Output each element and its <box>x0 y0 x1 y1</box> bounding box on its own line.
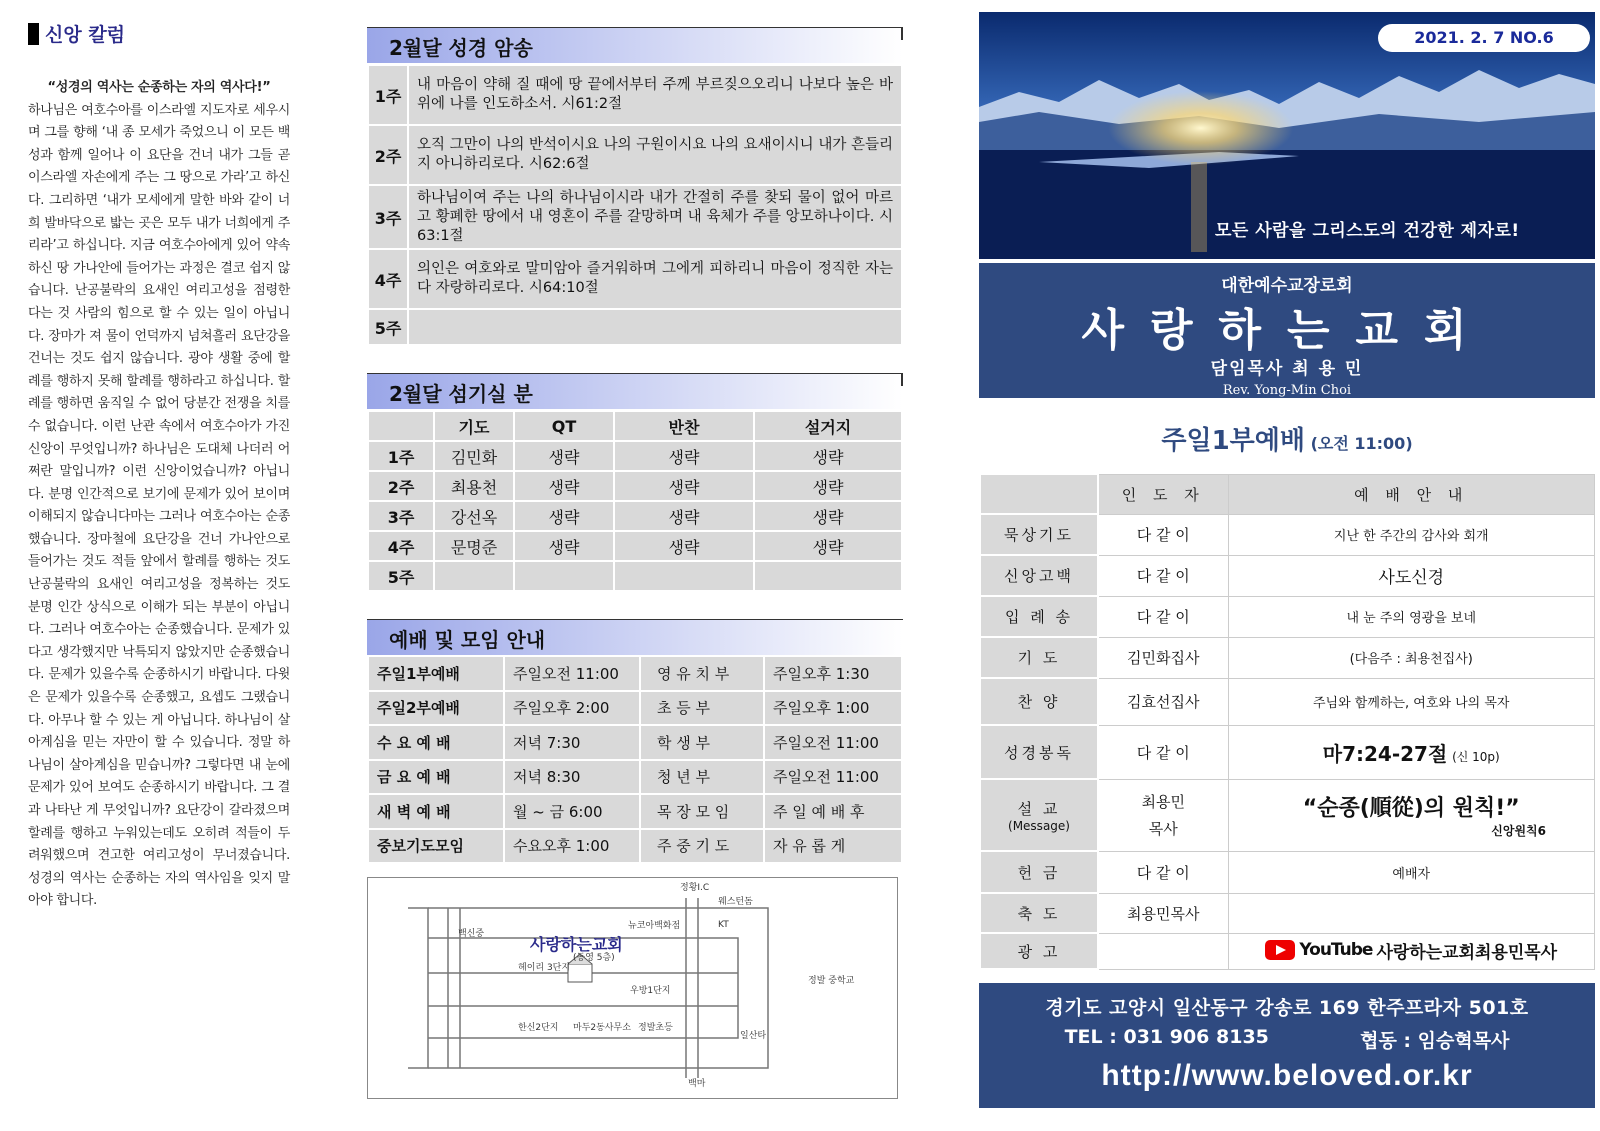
cell: 생략 <box>754 441 902 471</box>
pastor-english-name: Rev. Yong-Min Choi <box>1222 383 1352 398</box>
bullet-mark <box>28 23 39 45</box>
map-label: 백신중 <box>458 929 485 939</box>
church-address: 경기도 고양시 일산동구 강송로 169 한주프라자 501호 <box>1045 997 1529 1019</box>
cell: 생략 <box>754 471 902 501</box>
cell: 3주 <box>368 501 434 531</box>
sermon-label: 설 교 <box>1017 799 1061 818</box>
order-label: 축 도 <box>980 893 1098 933</box>
cell: 주일오후 1:00 <box>764 691 902 726</box>
cell: 김민화 <box>434 441 514 471</box>
worship-title <box>979 420 1595 457</box>
website-url[interactable]: http://www.beloved.or.kr <box>1101 1059 1473 1092</box>
cell: 저녁 7:30 <box>504 725 640 760</box>
order-label: 광 고 <box>980 933 1098 969</box>
worship-time: (오전 11:00) <box>1310 434 1413 453</box>
cell: 생략 <box>514 531 614 561</box>
cell: 저녁 8:30 <box>504 760 640 795</box>
order-label <box>980 779 1098 851</box>
cell: 주 중 기 도 <box>640 829 764 864</box>
cell: 주일2부예배 <box>368 691 504 726</box>
table-row <box>368 531 902 561</box>
cell: 최용천 <box>434 471 514 501</box>
preacher-title: 목사 <box>1148 820 1178 838</box>
map-church-name: 사랑하는교회 <box>530 935 623 954</box>
order-info: (다음주 : 최용천집사) <box>1228 637 1595 678</box>
cell <box>434 561 514 591</box>
verse-text: 내 마음이 약해 질 때에 땅 끝에서부터 주께 부르짖으오리니 나보다 높은 바위에 나를 인도하소서. 시61:2절 <box>408 65 902 125</box>
header-tick <box>901 28 903 40</box>
cell: 학 생 부 <box>640 725 764 760</box>
col-header: QT <box>514 411 614 441</box>
cell: 주 일 예 배 후 <box>764 794 902 829</box>
scripture-page: (신 10p) <box>1452 749 1500 764</box>
cell: 주일오후 1:30 <box>764 656 902 691</box>
column-lead: “성경의 역사는 순종하는 자의 역사다!” <box>47 80 271 95</box>
order-info: 지난 한 주간의 감사와 회개 <box>1228 514 1595 555</box>
cell: 주일오전 11:00 <box>764 760 902 795</box>
cell: 생략 <box>614 501 754 531</box>
map-label: 웨스턴돔 <box>718 897 753 907</box>
map-label: KT <box>718 920 729 930</box>
table-row <box>368 249 902 309</box>
memory-verse-title: 2월달 성경 암송 <box>389 36 533 60</box>
service-title: 2월달 섬기실 분 <box>389 382 533 406</box>
order-label: 신앙고백 <box>980 555 1098 596</box>
order-leader <box>1098 779 1228 851</box>
verse-text: 의인은 여호와로 말미암아 즐거워하며 그에게 피하리니 마음이 정직한 자는 다 자랑하리로다. 시64:10절 <box>408 249 902 309</box>
cell: 수 요 예 배 <box>368 725 504 760</box>
meetings-header <box>367 619 903 655</box>
table-row <box>980 779 1595 851</box>
table-row <box>368 656 902 691</box>
table-row <box>980 933 1595 969</box>
table-row <box>980 725 1595 779</box>
order-label: 성경봉독 <box>980 725 1098 779</box>
cell: 주일오후 2:00 <box>504 691 640 726</box>
sermon-series: 신앙원칙6 <box>1491 824 1546 838</box>
order-leader: 다 같 이 <box>1098 596 1228 637</box>
table-row <box>368 501 902 531</box>
column-body <box>28 77 290 913</box>
order-info <box>1228 725 1595 779</box>
week-label: 4주 <box>368 249 408 309</box>
order-info <box>1228 933 1595 969</box>
cell: 주일오전 11:00 <box>764 725 902 760</box>
table-row <box>368 829 902 864</box>
sermon-title: “순종(順從)의 원칙!” <box>1302 796 1520 821</box>
map-label: 한신2단지 <box>518 1023 559 1033</box>
table-row <box>368 691 902 726</box>
verse-text: 하나님이여 주는 나의 하나님이시라 내가 간절히 주를 찾되 물이 없어 마르고 황폐한 땅에서 내 영혼이 주를 갈망하며 내 육체가 주를 앙모하나이다. 시63:1절 <box>408 185 902 249</box>
order-info <box>1228 893 1595 933</box>
table-row <box>368 760 902 795</box>
youtube-channel-name: 사랑하는교회최용민목사 <box>1376 942 1558 963</box>
cell: 1주 <box>368 441 434 471</box>
cell: 생략 <box>614 441 754 471</box>
faith-column <box>28 20 290 913</box>
cell: 생략 <box>614 531 754 561</box>
cell: 수요오후 1:00 <box>504 829 640 864</box>
location-map <box>367 877 898 1099</box>
service-header <box>367 373 903 409</box>
header-tick <box>901 374 903 386</box>
map-label: 정발 중학교 <box>808 976 855 986</box>
week-label: 3주 <box>368 185 408 249</box>
order-info: 내 눈 주의 영광을 보네 <box>1228 596 1595 637</box>
table-row <box>980 555 1595 596</box>
associate-pastor: 협동 : 임승혁목사 <box>1360 1030 1510 1052</box>
phone-number: TEL : 031 906 8135 <box>1064 1026 1269 1048</box>
table-row <box>368 794 902 829</box>
cell: 생략 <box>754 531 902 561</box>
map-label: 우방1단지 <box>630 986 671 996</box>
column-title <box>28 20 290 47</box>
cell: 중보기도모임 <box>368 829 504 864</box>
cell: 주일1부예배 <box>368 656 504 691</box>
cell: 초 등 부 <box>640 691 764 726</box>
map-label: 헤이리 3단지 <box>518 963 571 973</box>
cell: 4주 <box>368 531 434 561</box>
worship-name: 주일1부예배 <box>1161 426 1306 456</box>
order-leader: 김민화집사 <box>1098 637 1228 678</box>
cell: 생략 <box>514 501 614 531</box>
memory-verse-table <box>367 64 903 346</box>
week-label: 1주 <box>368 65 408 125</box>
cell: 생략 <box>514 441 614 471</box>
senior-pastor: 담임목사 최 용 민 <box>1210 359 1364 379</box>
cell: 2주 <box>368 471 434 501</box>
week-label: 2주 <box>368 125 408 185</box>
map-label: 정발초등 <box>638 1023 673 1033</box>
table-row <box>368 725 902 760</box>
order-label: 입 례 송 <box>980 596 1098 637</box>
cell <box>514 561 614 591</box>
map-label: 뉴코아백화점 <box>628 921 681 931</box>
cell <box>980 474 1098 514</box>
table-row <box>980 596 1595 637</box>
cell: 강선옥 <box>434 501 514 531</box>
table-row <box>980 851 1595 893</box>
order-leader <box>1098 933 1228 969</box>
cell: 영 유 치 부 <box>640 656 764 691</box>
youtube-icon <box>1265 940 1295 960</box>
cell: 자 유 롭 게 <box>764 829 902 864</box>
cell: 목 장 모 임 <box>640 794 764 829</box>
table-row <box>368 471 902 501</box>
order-label: 묵상기도 <box>980 514 1098 555</box>
order-info <box>1228 779 1595 851</box>
order-leader: 최용민목사 <box>1098 893 1228 933</box>
order-label: 기 도 <box>980 637 1098 678</box>
youtube-wordmark: YouTube <box>1299 940 1373 961</box>
map-church-sub: (동영 5층) <box>573 953 615 963</box>
order-leader: 다 같 이 <box>1098 851 1228 893</box>
order-label: 찬 양 <box>980 678 1098 725</box>
cell: 생략 <box>754 501 902 531</box>
column-title-text: 신앙 칼럼 <box>45 24 126 46</box>
table-row <box>980 514 1595 555</box>
column-text: 하나님은 여호수아를 이스라엘 지도자로 세우시며 그를 향해 ‘내 종 모세가 죽었으니 이 모든 백성과 함께 일어나 이 요단을 건너 내가 그들 곧 이스라엘 자손에게 주는 그 땅으로 가라’고 하신다. 그리하면 ‘내가 모세에게 말한 바와 같이 너희 발바닥으로 밟는 곳은 모두 내가 너희에게 주리라’고 하십니다. 지금 여호수아에게 있어 약속하신 땅 가나안에 들어가는 과정은 결코 쉽지 않습니다. 난공불락의 요새인 여리고성을 점령한다는 것 사람의 힘으로 할 수 있는 일이 아닙니다. 장마가 져 물이 언덕까지 넘쳐흘러 요단강을 건너는 것도 쉽지 않습니다. 광야 생활 중에 할례를 행하지 못해 할례를 행하라고 하십니다. 할례를 행하면 움직일 수 없어 당분간 전쟁을 치를 수 없습니다. 이런 난관 속에서 여호수아가 가진 신앙이 무엇입니까? 하나님은 도대체 나더러 어쩌란 말입니까? 이런 신앙이었습니까? 아닙니다. 분명 인간적으로 보기에 문제가 있어 보이며 이해되지 않습니다마는 그러나 여호수아는 순종했습니다. 장마철에 요단강을 건너 가나안으로 들어가는 것도 적들 앞에서 할례를 행하는 것도 난공불락의 요새인 여리고성을 정복하는 것도 분명 인간 상식으로 이해가 되는 부분이 아닙니다. 그러나 여호수아는 순종했습니다. 문제가 있다고 생각했지만 낙특되지 않았지만 순종했습니다. 문제가 있을수록 순종하시기 바랍니다. 다윗은 문제가 있을수록 순종했고, 요셉도 그랬습니다. 아무나 할 수 있는 게 아닙니다. 하나님이 살아계심을 믿는 자만이 할 수 있습니다. 정말 하나님이 살아계심을 믿습니까? 그렇다면 내 눈에 문제가 있어 보여도 순종하시기 바랍니다. 그 결과 나타난 게 무엇입니까? 요단강이 갈라졌으며 할례를 행하고 누워있는데도 오히려 적들이 두려워했으며 견고한 여리고성이 무너졌습니다. 성경의 역사는 순종하는 자의 역사임을 잊지 말아야 합니다. <box>28 102 290 909</box>
cell: 금 요 예 배 <box>368 760 504 795</box>
table-row <box>368 561 902 591</box>
table-row <box>368 441 902 471</box>
table-row <box>368 125 902 185</box>
contact-footer <box>979 983 1595 1108</box>
col-header <box>368 411 434 441</box>
week-label: 5주 <box>368 309 408 345</box>
sermon-label-sub: (Message) <box>1008 818 1070 833</box>
church-title-box <box>979 263 1595 398</box>
preacher-name: 최용민 <box>1141 793 1185 811</box>
order-info: 사도신경 <box>1228 555 1595 596</box>
col-header: 설거지 <box>754 411 902 441</box>
col-header: 기도 <box>434 411 514 441</box>
contact-line <box>979 1026 1595 1053</box>
cell: 5주 <box>368 561 434 591</box>
order-leader: 다 같 이 <box>1098 555 1228 596</box>
order-info: 주님와 함께하는, 여호와 나의 목자 <box>1228 678 1595 725</box>
cell <box>754 561 902 591</box>
order-label: 헌 금 <box>980 851 1098 893</box>
table-header-row <box>980 474 1595 514</box>
verse-text <box>408 309 902 345</box>
cell: 문명준 <box>434 531 514 561</box>
denomination: 대한예수교장로회 <box>1221 276 1353 296</box>
youtube-channel-link[interactable] <box>1265 938 1557 963</box>
map-label: 정황I.C <box>680 883 710 893</box>
table-row <box>368 65 902 125</box>
memory-verse-header <box>367 27 903 63</box>
order-info: 예배자 <box>1228 851 1595 893</box>
col-header-leader: 인 도 자 <box>1098 474 1228 514</box>
table-row <box>368 309 902 345</box>
map-label: 백마 <box>688 1079 706 1089</box>
cell: 생략 <box>614 471 754 501</box>
slogan: 모든 사람을 그리스도의 건강한 제자로! <box>1215 221 1520 241</box>
order-leader: 다 같 이 <box>1098 725 1228 779</box>
cell: 새 벽 예 배 <box>368 794 504 829</box>
cell: 월 ~ 금 6:00 <box>504 794 640 829</box>
table-header-row <box>368 411 902 441</box>
map-label: 일산타 <box>740 1031 767 1041</box>
meetings-table <box>367 655 903 864</box>
verse-text: 오직 그만이 나의 반석이시요 나의 구원이시요 나의 요새이시니 내가 흔들리지 아니하리로다. 시62:6절 <box>408 125 902 185</box>
service-table <box>367 410 903 592</box>
order-leader: 김효선집사 <box>1098 678 1228 725</box>
table-row <box>980 893 1595 933</box>
issue-date-badge: 2021. 2. 7 NO.6 <box>1378 24 1590 52</box>
scripture-ref: 마7:24-27절 <box>1322 741 1448 766</box>
cell: 생략 <box>514 471 614 501</box>
table-row <box>368 185 902 249</box>
table-row <box>980 637 1595 678</box>
meetings-title: 예배 및 모임 안내 <box>389 628 546 652</box>
map-label: 마두2동사무소 <box>573 1023 631 1033</box>
church-name: 사랑하는교회 <box>1081 305 1493 356</box>
cell: 청 년 부 <box>640 760 764 795</box>
cell: 주일오전 11:00 <box>504 656 640 691</box>
table-row <box>980 678 1595 725</box>
cell <box>614 561 754 591</box>
col-header: 반찬 <box>614 411 754 441</box>
col-header-info: 예 배 안 내 <box>1228 474 1595 514</box>
order-leader: 다 같 이 <box>1098 514 1228 555</box>
worship-order-table <box>979 473 1595 970</box>
